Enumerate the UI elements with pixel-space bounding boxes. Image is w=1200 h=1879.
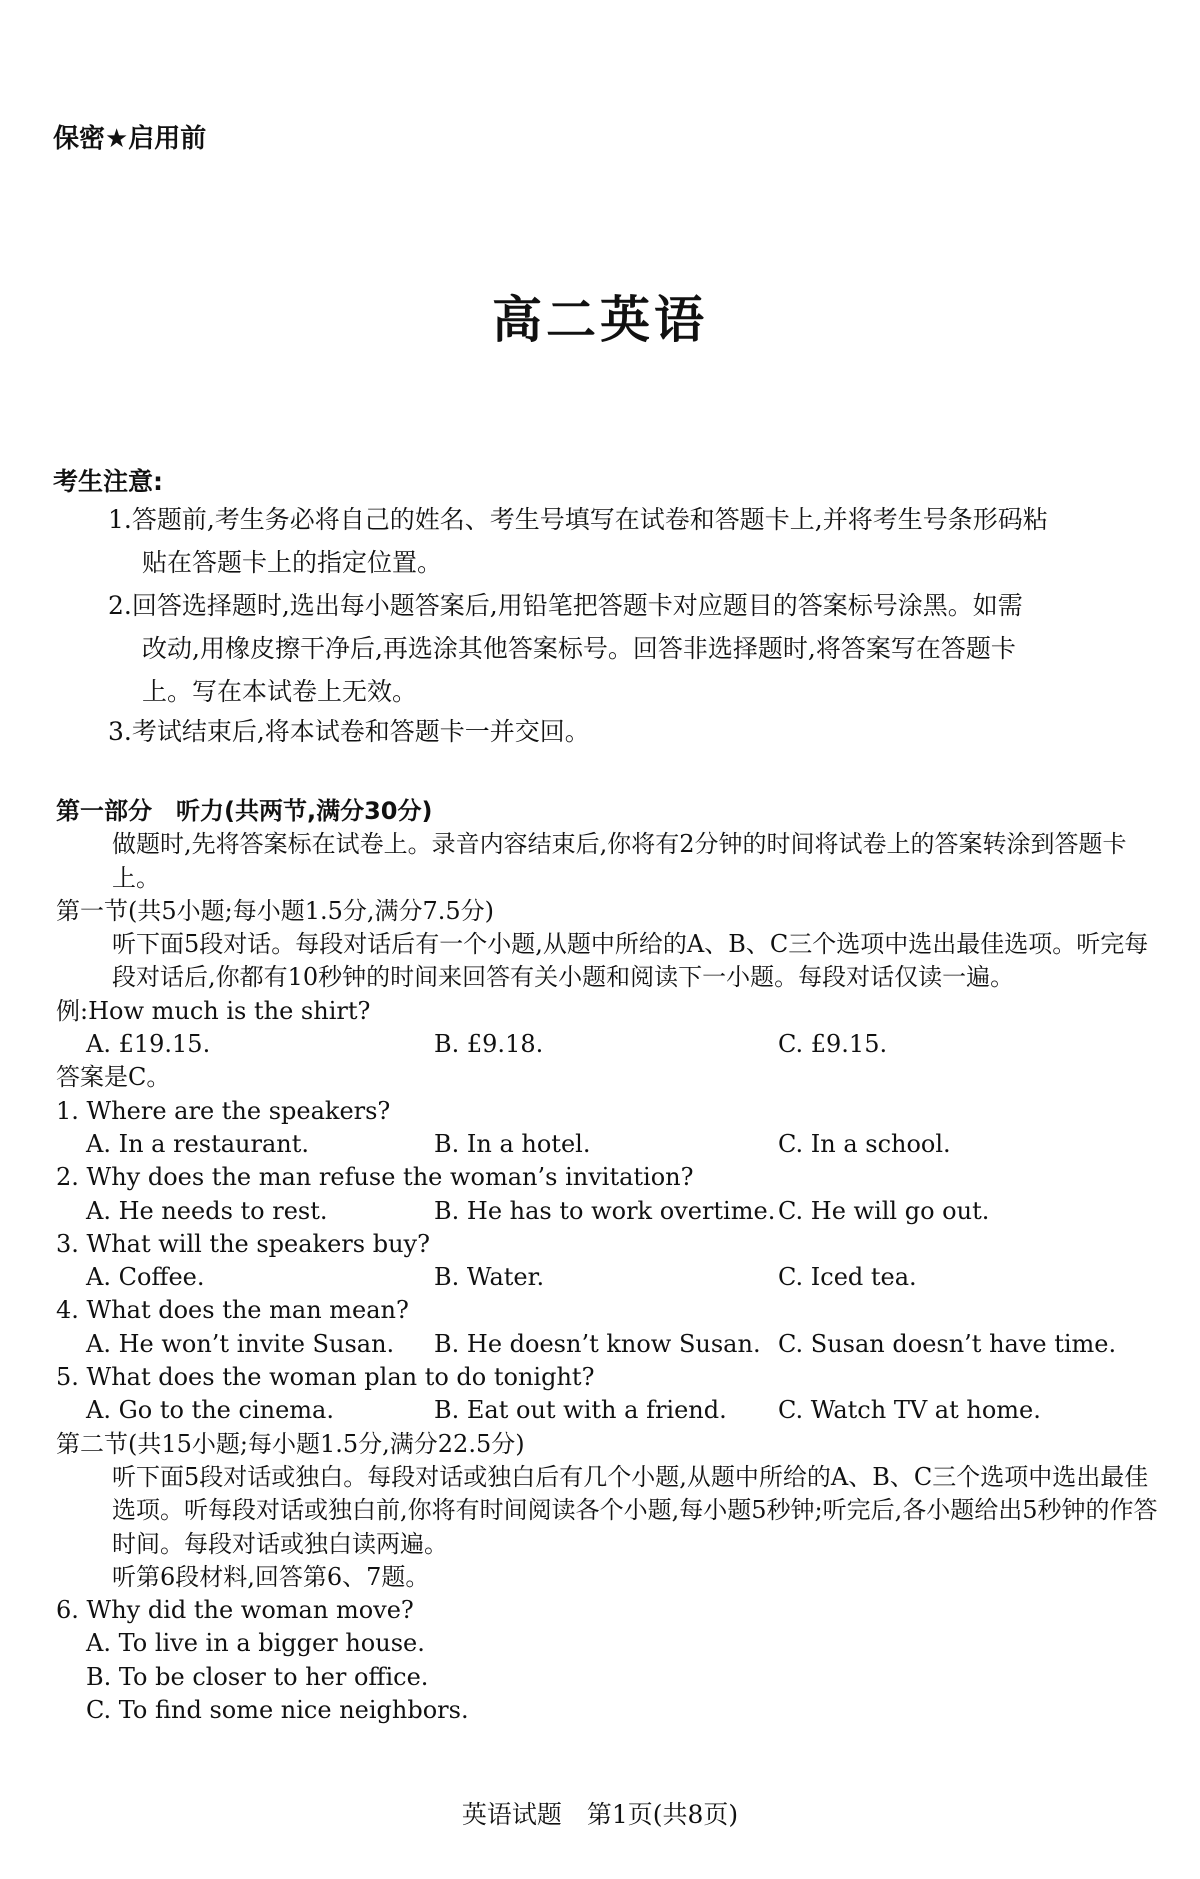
part-intro: 做题时,先将答案标在试卷上。录音内容结束后,你将有2分钟的时间将试卷上的答案转涂到答题卡上。	[112, 830, 1127, 892]
option-b: B. In a hotel.	[434, 1129, 591, 1158]
confidential-label: 保密★启用前	[53, 124, 207, 154]
option-a: A. He won’t invite Susan.	[86, 1329, 395, 1358]
example-question: 例:How much is the shirt?	[56, 996, 371, 1025]
option-c: C. He will go out.	[778, 1196, 990, 1225]
option-b: B. Water.	[434, 1263, 545, 1292]
option-b: B. £9.18.	[434, 1030, 544, 1059]
option-c: C. £9.15.	[778, 1030, 888, 1059]
question-3: 3. What will the speakers buy?	[56, 1229, 430, 1258]
option-c: C. Iced tea.	[778, 1263, 917, 1292]
notice-heading: 考生注意:	[53, 467, 163, 496]
question-5: 5. What does the woman plan to do tonight?	[56, 1363, 595, 1392]
option-a: A. He needs to rest.	[86, 1196, 328, 1225]
question-3-options	[56, 1261, 1166, 1294]
option-c: C. In a school.	[778, 1129, 951, 1158]
question-6: 6. Why did the woman move?	[56, 1596, 414, 1625]
option-a: A. £19.15.	[86, 1030, 211, 1059]
page-footer: 英语试题 第1页(共8页)	[461, 1800, 739, 1829]
question-6-option-a: A. To live in a bigger house.	[86, 1629, 425, 1658]
question-5-options	[56, 1394, 1166, 1427]
question-2: 2. Why does the man refuse the woman’s invitation?	[56, 1163, 694, 1192]
notice-item-2: 2.回答选择题时,选出每小题答案后,用铅笔把答题卡对应题目的答案标号涂黑。如需 改动,用橡皮擦干净后,再选涂其他答案标号。回答非选择题时,将答案写在答题卡 上。写在本试卷上无效。	[108, 591, 1023, 706]
example-answer: 答案是C。	[56, 1063, 171, 1092]
option-c: C. Watch TV at home.	[778, 1396, 1041, 1425]
question-1-options	[56, 1128, 1166, 1161]
notice-item-1: 1.答题前,考生务必将自己的姓名、考生号填写在试卷和答题卡上,并将考生号条形码粘 贴在答题卡上的指定位置。	[108, 505, 1048, 577]
option-a: A. Go to the cinema.	[86, 1396, 334, 1425]
notice-item-3: 3.考试结束后,将本试卷和答题卡一并交回。	[108, 717, 590, 746]
page-title: 高二英语	[492, 291, 708, 349]
option-a: A. Coffee.	[86, 1263, 205, 1292]
question-4-options	[56, 1328, 1166, 1361]
section1-heading: 第一节(共5小题;每小题1.5分,满分7.5分)	[56, 896, 495, 925]
listening-part	[56, 795, 1166, 1727]
option-b: B. He doesn’t know Susan.	[434, 1329, 761, 1358]
question-1: 1. Where are the speakers?	[56, 1096, 391, 1125]
option-a: A. In a restaurant.	[86, 1129, 310, 1158]
question-6-option-c: C. To find some nice neighbors.	[86, 1696, 469, 1725]
option-c: C. Susan doesn’t have time.	[778, 1329, 1117, 1358]
section2-heading: 第二节(共15小题;每小题1.5分,满分22.5分)	[56, 1429, 525, 1458]
part-heading: 第一部分 听力(共两节,满分30分)	[56, 797, 433, 825]
option-b: B. Eat out with a friend.	[434, 1396, 727, 1425]
question-6-option-b: B. To be closer to her office.	[86, 1662, 429, 1691]
section2-intro: 听下面5段对话或独白。每段对话或独白后有几个小题,从题中所给的A、B、C三个选项中选出最佳选项。听每段对话或独白前,你将有时间阅读各个小题,每小题5秒钟;听完后,各小题给出5秒钟的作答时间。每段对话或独白读两遍。	[112, 1462, 1158, 1558]
example-options	[56, 1028, 1166, 1061]
section1-intro: 听下面5段对话。每段对话后有一个小题,从题中所给的A、B、C三个选项中选出最佳选项。听完每段对话后,你都有10秒钟的时间来回答有关小题和阅读下一小题。每段对话仅读一遍。	[112, 930, 1149, 992]
question-4: 4. What does the man mean?	[56, 1296, 409, 1325]
option-b: B. He has to work overtime.	[434, 1196, 776, 1225]
material-instruction: 听第6段材料,回答第6、7题。	[112, 1562, 430, 1591]
question-2-options	[56, 1195, 1166, 1228]
